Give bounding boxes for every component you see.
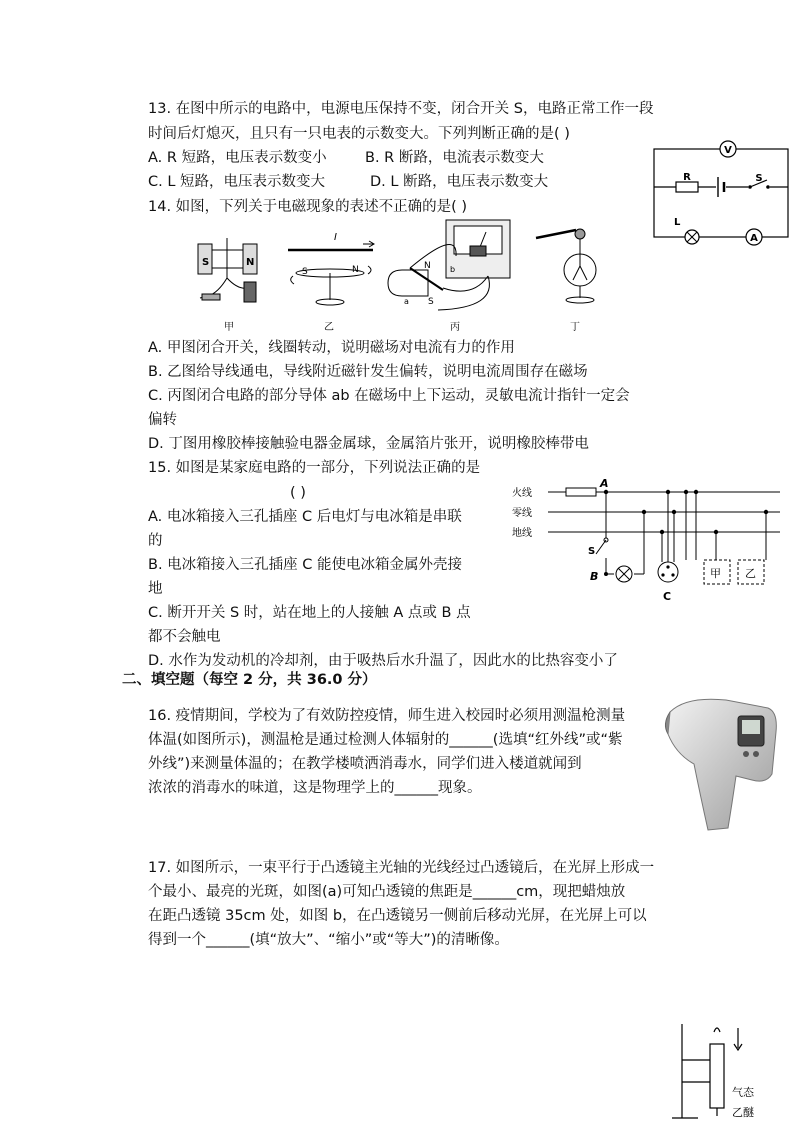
point-a-label: A bbox=[600, 477, 609, 490]
motor-apparatus-figure bbox=[198, 238, 257, 302]
q15-option-d: D. 水作为发动机的冷却剂，由于吸热后水升温了，因此水的比热容变小了 bbox=[148, 653, 618, 669]
section-2-heading: 二、填空题（每空 2 分，共 36.0 分） bbox=[122, 672, 377, 688]
q17-line1: 17. 如图所示，一束平行于凸透镜主光轴的光线经过凸透镜后，在光屏上形成一 bbox=[148, 860, 655, 876]
fig-bing-n-label: N bbox=[424, 261, 431, 271]
thermometer-gun-image bbox=[656, 694, 780, 834]
q15-household-circuit-diagram bbox=[510, 476, 784, 606]
neutral-wire-label: 零线 bbox=[512, 508, 532, 519]
oersted-apparatus-figure bbox=[288, 241, 374, 305]
fig-jia-n-pole: N bbox=[246, 257, 255, 268]
q15-option-b-line2: 地 bbox=[148, 581, 163, 597]
live-wire-label: 火线 bbox=[512, 488, 532, 499]
resistor-icon bbox=[676, 182, 698, 192]
q14-stem: 14. 如图，下列关于电磁现象的表述不正确的是( ) bbox=[148, 199, 468, 215]
q14-option-b: B. 乙图给导线通电，导线附近磁针发生偏转，说明电流周围存在磁场 bbox=[148, 364, 588, 380]
fig-yi-current-label: I bbox=[334, 232, 337, 243]
q15-option-c-line2: 都不会触电 bbox=[148, 629, 221, 645]
q14-figure-set bbox=[188, 218, 618, 336]
q13-stem-line2: 时间后灯熄灭，且只有一只电表的示数变大。下列判断正确的是( ) bbox=[148, 126, 570, 142]
q13-option-b: B. R 断路，电流表示数变大 bbox=[365, 150, 544, 166]
fig-bing-s-label: S bbox=[428, 297, 434, 307]
q15-option-a-line1: A. 电冰箱接入三孔插座 C 后电灯与电冰箱是串联 bbox=[148, 509, 462, 525]
ether-label-line1: 气态 bbox=[732, 1086, 754, 1099]
fuse-icon bbox=[566, 488, 596, 496]
three-hole-socket-icon bbox=[658, 562, 678, 582]
fig-jia-caption: 甲 bbox=[224, 322, 234, 333]
appliance-jia-label: 甲 bbox=[710, 567, 721, 580]
q17-line2: 个最小、最亮的光斑，如图(a)可知凸透镜的焦距是______cm，现把蜡烛放 bbox=[148, 884, 626, 900]
q13-circuit-diagram bbox=[648, 137, 794, 247]
lamp-icon bbox=[685, 230, 699, 244]
resistor-label: R bbox=[683, 172, 691, 183]
q13-stem-line1: 13. 在图中所示的电路中，电源电压保持不变，闭合开关 S，电路正常工作一段 bbox=[148, 101, 654, 117]
q14-option-c-line1: C. 丙图闭合电路的部分导体 ab 在磁场中上下运动，灵敏电流计指针一定会 bbox=[148, 388, 630, 404]
lamp-icon bbox=[616, 566, 632, 582]
point-b-label: B bbox=[590, 570, 599, 583]
q15-stem: 15. 如图是某家庭电路的一部分，下列说法正确的是 bbox=[148, 460, 481, 476]
fig-bing-a-label: a bbox=[404, 297, 409, 306]
q15-option-b-line1: B. 电冰箱接入三孔插座 C 能使电冰箱金属外壳接 bbox=[148, 557, 463, 573]
fig-ding-caption: 丁 bbox=[570, 322, 580, 333]
appliance-yi-label: 乙 bbox=[745, 567, 756, 580]
ether-apparatus-figure bbox=[668, 1020, 768, 1123]
q15-option-c-line1: C. 断开开关 S 时，站在地上的人接触 A 点或 B 点 bbox=[148, 605, 471, 621]
q16-line1: 16. 疫情期间，学校为了有效防控疫情，师生进入校园时必须用测温枪测量 bbox=[148, 708, 626, 724]
fig-yi-n-label: N bbox=[352, 265, 359, 275]
q15-option-a-line2: 的 bbox=[148, 533, 163, 549]
q13-option-d: D. L 断路，电压表示数变大 bbox=[370, 174, 549, 190]
fig-yi-caption: 乙 bbox=[324, 322, 334, 333]
q16-line4: 浓浓的消毒水的味道，这是物理学上的______现象。 bbox=[148, 780, 482, 796]
ether-label-line2: 乙醚 bbox=[732, 1106, 754, 1119]
q16-line2: 体温(如图所示)，测温枪是通过检测人体辐射的______(选填“红外线”或“紫 bbox=[148, 732, 623, 748]
electroscope-figure bbox=[536, 229, 596, 303]
q15-answer-paren: ( ) bbox=[290, 485, 306, 501]
ground-wire-label: 地线 bbox=[512, 528, 532, 539]
fig-yi-s-label: S bbox=[302, 267, 308, 277]
q17-line4: 得到一个______(填“放大”、“缩小”或“等大”)的清晰像。 bbox=[148, 932, 509, 948]
battery-icon bbox=[716, 177, 726, 197]
switch-label: S bbox=[588, 546, 596, 557]
q13-option-a: A. R 短路，电压表示数变小 bbox=[148, 150, 327, 166]
q13-option-c: C. L 短路，电压表示数变大 bbox=[148, 174, 326, 190]
lamp-label: L bbox=[674, 217, 681, 228]
q17-line3: 在距凸透镜 35cm 处，如图 b，在凸透镜另一侧前后移动光屏，在光屏上可以 bbox=[148, 908, 647, 924]
q14-option-a: A. 甲图闭合开关，线圈转动，说明磁场对电流有力的作用 bbox=[148, 340, 515, 356]
fig-bing-caption: 丙 bbox=[450, 322, 460, 333]
socket-c-label: C bbox=[663, 590, 672, 603]
q14-option-d: D. 丁图用橡胶棒接触验电器金属球，金属箔片张开，说明橡胶棒带电 bbox=[148, 436, 589, 452]
fig-jia-s-pole: S bbox=[202, 257, 210, 268]
voltmeter-label: V bbox=[724, 145, 732, 156]
switch-label: S bbox=[755, 173, 763, 184]
ammeter-label: A bbox=[750, 233, 758, 244]
fig-bing-b-label: b bbox=[450, 265, 456, 274]
q14-option-c-line2: 偏转 bbox=[148, 412, 177, 428]
q16-line3: 外线”)来测量体温的；在教学楼喷洒消毒水，同学们进入楼道就闻到 bbox=[148, 756, 582, 772]
